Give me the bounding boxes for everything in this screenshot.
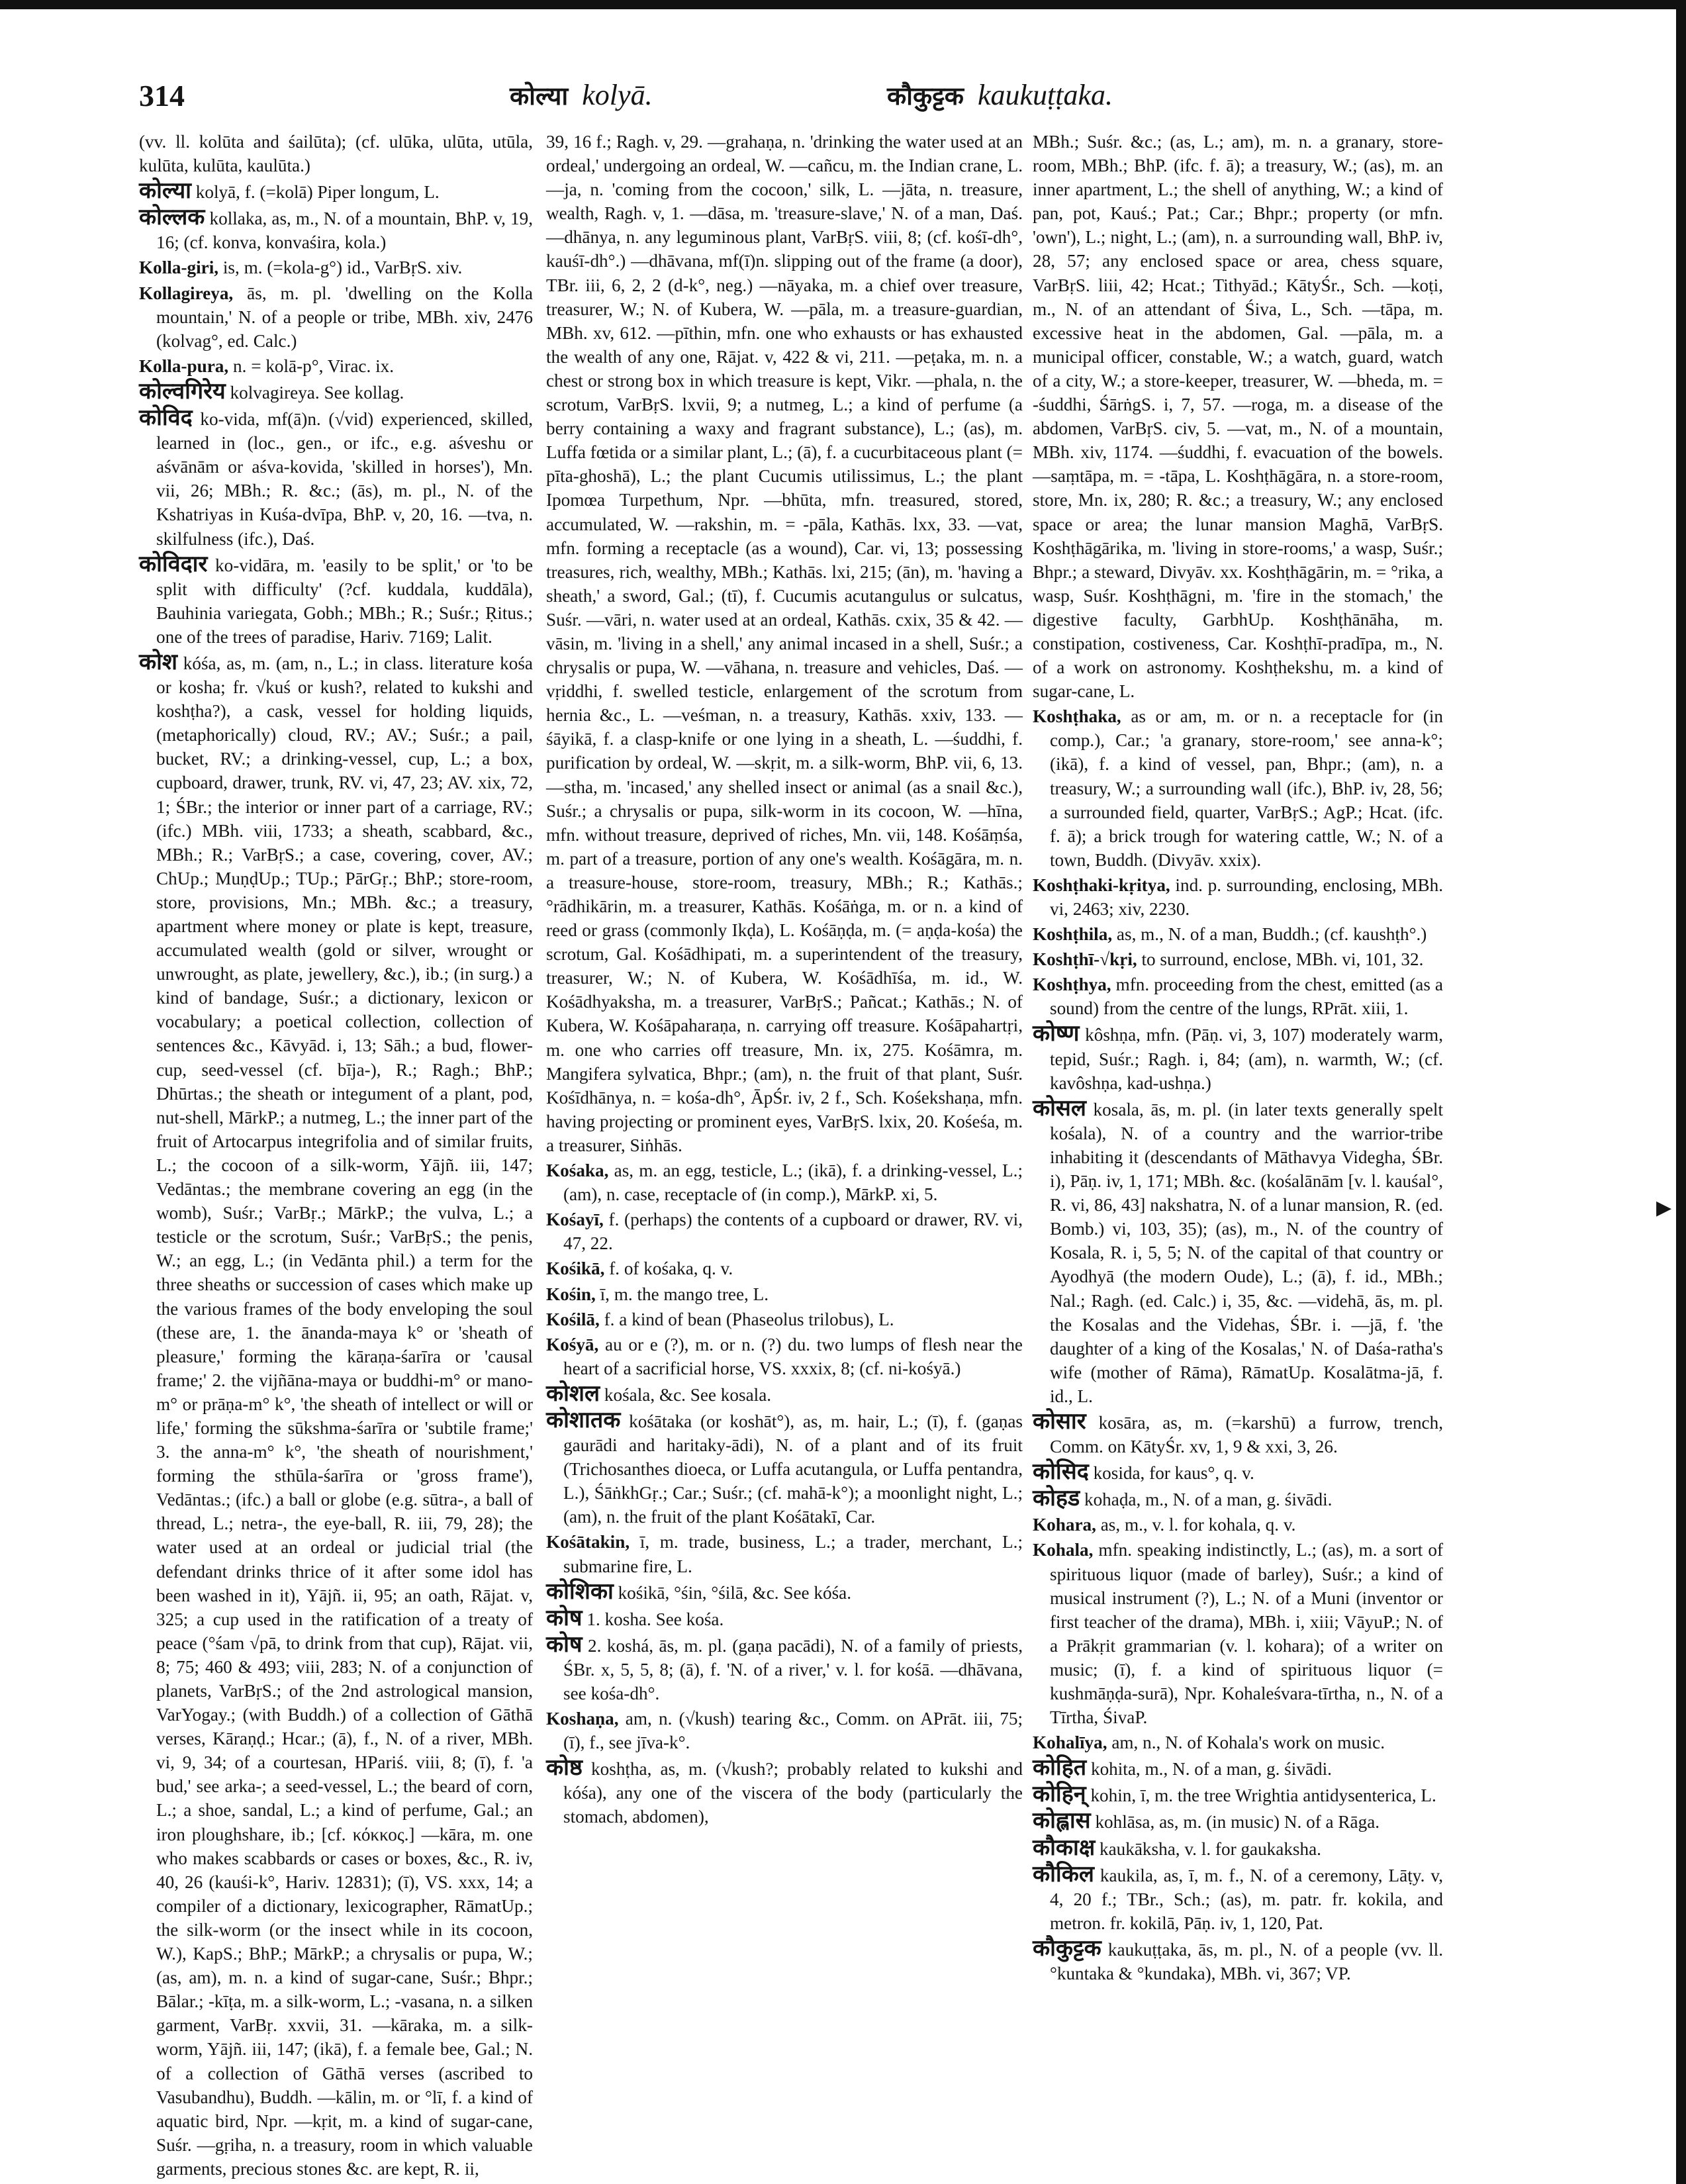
entry-text: kohin, ī, m. the tree Wrightia antidysenterica, L. xyxy=(1090,1785,1436,1806)
right-border xyxy=(1676,0,1686,2184)
headword-devanagari: कौकुट्टक xyxy=(1033,1934,1101,1962)
headword-devanagari: कोहड xyxy=(1033,1485,1080,1512)
headword-devanagari: कोशल xyxy=(546,1380,600,1407)
headword: Kolla-pura, xyxy=(139,356,229,376)
entry-text: as, m., v. l. for kohala, q. v. xyxy=(1100,1515,1296,1535)
sub-entry xyxy=(139,281,533,353)
entry-text: to surround, enclose, MBh. vi, 101, 32. xyxy=(1141,949,1424,970)
headword-devanagari: कोष xyxy=(546,1631,583,1658)
headword: Kolla-giri, xyxy=(139,258,219,278)
headword: Koshṭhī-√kṛi, xyxy=(1033,949,1137,970)
left-headword-devanagari: कोल्या xyxy=(510,81,569,111)
dictionary-entry xyxy=(1033,1486,1443,1511)
sub-entry xyxy=(546,1159,1023,1206)
dictionary-entry xyxy=(139,379,533,404)
entry-text: ī, m. trade, business, L.; a trader, merchant, L.; submarine fire, L. xyxy=(563,1532,1023,1576)
entry-text: (vv. ll. kolūta and śailūta); (cf. ulūka, ulūta, utūla, kulūta, kulūta, kaulūta.) xyxy=(139,132,533,176)
dictionary-entry xyxy=(546,1633,1023,1705)
dictionary-entry xyxy=(1033,1862,1443,1935)
headword: Kohala, xyxy=(1033,1540,1094,1560)
headword: Kośaka, xyxy=(546,1161,609,1181)
headword: Koshṭhila, xyxy=(1033,924,1113,945)
entry-text: kosida, for kaus°, q. v. xyxy=(1093,1463,1254,1484)
sub-entry xyxy=(1033,873,1443,921)
entry-text: am, n. (√kush) tearing &c., Comm. on APrāt. iii, 75; (ī), f., see jīva-k°. xyxy=(563,1709,1023,1753)
dictionary-entry xyxy=(139,552,533,649)
dictionary-entry xyxy=(546,1408,1023,1529)
sub-entry xyxy=(1033,704,1443,872)
entry-text: 1. kosha. See kośa. xyxy=(586,1609,724,1629)
entry-text: n. = kolā-p°, Virac. ix. xyxy=(233,356,395,376)
entry-text: kaukāksha, v. l. for gaukaksha. xyxy=(1100,1838,1321,1859)
entry-text: kośātaka (or koshāt°), as, m. hair, L.; (ī), f. (gaṇas gaurādi and haritaky-ādi), N. of a plant and of its fruit (Trichosanthes dioeca, or Luffa acutangula, or Luffa pentandra, L.), ŚāṅkhGṛ.; Car.; Suśr.; (cf. mahā-k°); a moonlight night, L.; (am), n. the fruit of the plant Kośātakī, Car. xyxy=(563,1411,1023,1527)
dictionary-entry xyxy=(139,406,533,551)
sub-entry xyxy=(1033,922,1443,946)
margin-arrow-icon: ▶ xyxy=(1656,1197,1672,1219)
sub-entry xyxy=(546,1530,1023,1578)
headword-devanagari: कौकाक्ष xyxy=(1033,1834,1096,1861)
entry-text: kośala, &c. See kosala. xyxy=(604,1384,772,1405)
headword-devanagari: कोल्वगिरेय xyxy=(139,377,226,404)
entry-text: kosāra, as, m. (=karshū) a furrow, trench, Comm. on KātyŚr. xv, 1, 9 & xxi, 3, 26. xyxy=(1050,1412,1444,1457)
entry-text: mfn. speaking indistinctly, L.; (as), m. a sort of spirituous liquor (made of barley), Suśr.; a kind of musical instrument (?), L.; N. of a Muni (inventor or first teacher of the drama), MBh. i, xiii; VāyuP.; N. of a Prākṛit grammarian (v. l. kohara); of a writer on music; (ī), f. a kind of spirituous liquor (= kushmāṇḍa-surā), Npr. Kohaleśvara-tīrtha, n., N. of a Tīrtha, ŚivaP. xyxy=(1050,1540,1444,1728)
headword: Kośin, xyxy=(546,1284,596,1304)
entry-text: is, m. (=kola-g°) id., VarBṛS. xiv. xyxy=(222,258,463,278)
headword-devanagari: कोसल xyxy=(1033,1094,1086,1121)
headword: Koshṭhaki-kṛitya, xyxy=(1033,875,1170,895)
dictionary-entry xyxy=(139,205,533,254)
right-headword-devanagari: कौकुट्टक xyxy=(887,81,964,111)
headword: Kollagireya, xyxy=(139,283,234,303)
headword-devanagari: कोविद xyxy=(139,404,193,432)
dictionary-entry xyxy=(1033,1756,1443,1781)
entry-text: ī, m. the mango tree, L. xyxy=(600,1284,769,1304)
page-header xyxy=(139,78,1443,120)
page-number: 314 xyxy=(139,79,185,113)
dictionary-entry xyxy=(546,1580,1023,1605)
entry-text: ko-vida, mf(ā)n. (√vid) experienced, skilled, learned in (loc., gen., or ifc., e.g. aśveshu or aśvānām or aśva-kovida, 'skilled in horses'), Mn. vii, 26; MBh.; R. &c.; (ās), m. pl., N. of the Kshatriyas in Kuśa-dvīpa, BhP. v, 20, 16. —tva, n. skilfulness (ifc.), Daś. xyxy=(156,409,533,549)
entry-text: am, n., N. of Kohala's work on music. xyxy=(1111,1733,1385,1753)
entry-continuation xyxy=(1033,130,1443,703)
dictionary-entry xyxy=(1033,1836,1443,1861)
entry-text: ind. p. surrounding, enclosing, MBh. vi, 2463; xiv, 2230. xyxy=(1050,875,1443,919)
sub-entry xyxy=(1033,1731,1443,1754)
dictionary-entry xyxy=(1033,1096,1443,1408)
headword: Koshaṇa, xyxy=(546,1709,619,1729)
left-headword-roman: kolyā. xyxy=(582,79,653,111)
dictionary-entry xyxy=(546,1606,1023,1631)
headword-devanagari: कोविदार xyxy=(139,550,208,577)
right-headword-roman: kaukuṭṭaka. xyxy=(977,79,1113,111)
sub-entry xyxy=(546,1307,1023,1331)
headword: Kohalīya, xyxy=(1033,1733,1107,1753)
headword-devanagari: कोहिन् xyxy=(1033,1781,1086,1808)
headword-devanagari: कोसार xyxy=(1033,1407,1086,1435)
entry-text: MBh.; Suśr. &c.; (as, L.; am), m. n. a granary, store-room, MBh.; BhP. (ifc. f. ā); a treasury, W.; (as), m. an inner apartment, L.; the shell of anything, W.; a kind of pan, pot, Kauś.; Pat.; Car.; Bhpr.; property (or mfn. 'own'), L.; night, L.; (am), n. a surrounding wall, BhP. iv, 28, 57; any enclosed space or area, chess square, VarBṛS. liii, 42; Hcat.; Tithyād.; KātyŚr., Sch. —koṭi, m., N. of an attendant of Śiva, L., Sch. —tāpa, m. excessive heat in the abdomen, Gal. —pāla, m. a municipal officer, constable, W.; a watch, guard, watch of a city, W.; a store-keeper, treasurer, W. —bheda, m. = -śuddhi, ŚārṅgS. i, 7, 57. —roga, m. a disease of the abdomen, VarBṛS. civ, 5. —vat, m., N. of a mountain, MBh. xiv, 1174. —śuddhi, f. evacuation of the bowels. —saṃtāpa, m. = -tāpa, L. Koshṭhāgāra, n. a store-room, store, Mn. ix, 280; R. &c.; a treasury, W.; any enclosed space or area; the lunar mansion Maghā, VarBṛS. Koshṭhāgārika, m. 'living in store-rooms,' a wasp, Suśr.; Bhpr.; a steward, Divyāv. xx. Koshṭhāgārin, m. = °rika, a wasp, Suśr. Koshṭhāgni, m. 'fire in the stomach,' the digestive faculty, GarbhUp. Koshṭhānāha, m. constipation, costiveness, Car. Koshṭhī-pradīpa, m., N. of a work on astronomy. Koshṭhekshu, m. a kind of sugar-cane, L. xyxy=(1033,132,1443,702)
entry-text: 39, 16 f.; Ragh. v, 29. —grahaṇa, n. 'drinking the water used at an ordeal,' undergoing an ordeal, W. —cañcu, m. the Indian crane, L. —ja, n. 'coming from the cocoon,' silk, L. —jāta, n. treasure, wealth, Ragh. v, 1. —dāsa, m. 'treasure-slave,' N. of a man, Daś. —dhānya, n. any leguminous plant, VarBṛS. viii, 8; (cf. kośī-dh°, kauśī-dh°.) —dhāvana, mf(ī)n. slipping out of the frame (a door), TBr. iii, 6, 2, 2 (d-k°, neg.) —nāyaka, m. a chief over treasure, treasurer, W.; N. of Kubera, W. —pāla, m. a treasure-guardian, MBh. xv, 612. —pīthin, mfn. one who exhausts or has exhausted the wealth of any one, Rājat. v, 422 & vi, 211. —peṭaka, m. n. a chest or strong box in which treasure is kept, Vikr. —phala, n. the scrotum, VarBṛS. lxvii, 9; a nutmeg, L.; a kind of perfume (a berry containing a waxy and fragrant substance), L.; (as), m. Luffa fœtida or a similar plant, L.; (ā), f. a cucurbitaceous plant (= pīta-ghoshā), L.; the plant Cucumis utilissimus, L.; the plant Ipomœa Turpethum, Npr. —bhūta, mfn. treasured, stored, accumulated, W. —rakshin, m. = -pāla, Kathās. lxx, 33. —vat, mfn. forming a receptacle (as a wound), Car. vi, 13; possessing treasures, rich, wealthy, MBh.; Kathās. lxi, 215; (ān), m. 'having a sheath,' a sword, Gal.; (tī), f. Cucumis acutangulus or sulcatus, Suśr. —vāri, n. water used at an ordeal, Kathās. cxix, 35 & 42. —vāsin, m. 'living in a shell,' any animal incased in a shell, Suśr.; a chrysalis or pupa, W. —vāhana, n. treasure and vehicles, Daś. —vṛiddhi, f. swelled testicle, enlargement of the scrotum from hernia &c., L. —veśman, n. a treasury, Kathās. xxiv, 133. —śāyikā, f. a clasp-knife or one lying in a sheath, L. —śuddhi, f. purification by ordeal, W. —skṛit, m. a silk-worm, BhP. vii, 6, 13. —stha, m. 'incased,' any shelled insect or animal (as a snail &c.), Suśr.; a chrysalis or pupa, silk-worm in its cocoon, W. —hīna, mfn. without treasure, deprived of riches, Mn. vii, 148. Kośāṃśa, m. part of a treasure, portion of any one's wealth. Kośāgāra, m. n. a treasure-house, store-room, treasury, MBh.; R.; Kathās.; °rādhikārin, m. a treasurer, Kathās. Kośāṅga, m. or n. a kind of reed or grass (commonly Ikḍa), L. Kośāṇḍa, m. (= aṇḍa-kośa) the scrotum, Gal. Kośādhipati, m. a superintendent of the treasury, treasurer, W.; N. of Kubera, W. Kośādhīśa, m. id., W. Kośādhyaksha, m. a treasurer, VarBṛS.; Pañcat.; Kathās.; N. of Kubera, W. Kośāpaharaṇa, n. carrying off treasure. Kośāpahartṛi, m. one who carries off treasure, Mn. ix, 275. Kośāmra, m. Mangifera sylvatica, Bhpr.; (am), n. the fruit of that plant, Suśr. Kośīdhānya, n. = kośa-dh°, ĀpŚr. iv, 2 f., Sch. Kośekshaṇa, mfn. having projecting or prominent eyes, VarBṛS. lxix, 20. Kośeśa, m. a treasurer, Siṅhās. xyxy=(546,132,1023,1155)
headword-devanagari: कोहित xyxy=(1033,1754,1087,1781)
entry-continuation xyxy=(546,130,1023,1157)
headword-devanagari: कोशिका xyxy=(546,1578,614,1605)
headword-devanagari: कोष xyxy=(546,1604,583,1631)
entry-text: kôshṇa, mfn. (Pāṇ. vi, 3, 107) moderately warm, tepid, Suśr.; Ragh. i, 84; (am), n. warmth, W.; (cf. kavôshṇa, kad-ushṇa.) xyxy=(1050,1025,1444,1093)
entry-text: f. a kind of bean (Phaseolus trilobus), L. xyxy=(604,1309,894,1329)
entry-text: kolvagireya. See kollag. xyxy=(230,382,404,403)
entry-text: ās, m. pl. 'dwelling on the Kolla mountain,' N. of a people or tribe, MBh. xiv, 2476 (kolvag°, ed. Calc.) xyxy=(156,283,534,351)
headword-devanagari: कोल्लक xyxy=(139,204,205,231)
entry-text: 2. koshá, ās, m. pl. (gaṇa pacādi), N. of a family of priests, ŚBr. x, 5, 5, 8; (ā), f. 'N. of a river,' v. l. for kośā. —dhāvana, see kośa-dh°. xyxy=(563,1635,1023,1703)
entry-text: koshṭha, as, m. (√kush?; probably related to kukshi and kóśa), any one of the viscera of the body (particularly the stomach, abdomen), xyxy=(563,1759,1023,1827)
column-2 xyxy=(546,130,1023,2142)
entry-text: kaukuṭṭaka, ās, m. pl., N. of a people (vv. ll. °kuntaka & °kundaka), MBh. vi, 367; VP. xyxy=(1050,1939,1443,1984)
top-border xyxy=(0,0,1686,9)
entry-continuation xyxy=(139,130,533,177)
entry-text: kohaḍa, m., N. of a man, g. śivādi. xyxy=(1084,1490,1333,1510)
entry-text: ko-vidāra, m. 'easily to be split,' or 'to be split with difficulty' (?cf. kuddala, kuddāla), Bauhinia variegata, Gobh.; MBh.; R.; Suśr.; Ṛitus.; one of the trees of paradise, Hariv. 7169; Lalit. xyxy=(156,555,534,647)
headword-devanagari: कोष्ण xyxy=(1033,1020,1080,1047)
dictionary-entry xyxy=(1033,1936,1443,1985)
sub-entry xyxy=(139,354,533,378)
entry-text: f. of kośaka, q. v. xyxy=(609,1258,733,1279)
headword: Kośikā, xyxy=(546,1258,605,1279)
headword-devanagari: कोसिद xyxy=(1033,1458,1089,1486)
headword-devanagari: कौकिल xyxy=(1033,1860,1094,1887)
headword-devanagari: कोष्ठ xyxy=(546,1754,583,1781)
headword: Kośyā, xyxy=(546,1334,599,1354)
right-running-headword xyxy=(887,78,1113,113)
dictionary-entry xyxy=(1033,1782,1443,1807)
entry-text: kosala, ās, m. pl. (in later texts generally spelt kośala), N. of a country and the warrior-tribe inhabiting it (descendants of Māthavya Videgha, ŚBr. i), Pāṇ. iv, 1, 171; MBh. &c. (kośalānām [v. l. kauśal°, R. vi, 86, 43] nakshatra, N. of a lunar mansion, R. (ed. Bomb.) vi, 103, 35); (as), m., N. of the country of Kosala, R. i, 5, 5; N. of the capital of that country or Ayodhyā (the modern Oude), L.; (ā), f. id., MBh.; Nal.; Ragh. (ed. Calc.) i, 35, &c. —videhā, ās, m. pl. the Kosalas and the Videhas, ŚBr. i. —jā, f. 'the daughter of a king of the Kosalas,' N. of Daśa-ratha's wife (mother of Rāma), RāmatUp. Kosalātma-jā, f. id., L. xyxy=(1050,1099,1444,1406)
dictionary-entry xyxy=(546,1382,1023,1407)
entry-text: mfn. proceeding from the chest, emitted (as a sound) from the centre of the lungs, RPrāt. xiii, 1. xyxy=(1050,974,1443,1019)
entry-text: kaukila, as, ī, m. f., N. of a ceremony, Lāṭy. v, 4, 20 f.; TBr., Sch.; (as), m. patr. fr. kokila, and metron. fr. kokilā, Pāṇ. iv, 1, 120, Pat. xyxy=(1050,1865,1444,1933)
dictionary-entry xyxy=(1033,1021,1443,1094)
entry-text: f. (perhaps) the contents of a cupboard or drawer, RV. vi, 47, 22. xyxy=(563,1210,1023,1254)
entry-text: as, m., N. of a man, Buddh.; (cf. kaushṭh°.) xyxy=(1116,924,1427,945)
sub-entry xyxy=(1033,1513,1443,1537)
sub-entry xyxy=(1033,1538,1443,1729)
headword-devanagari: कोल्या xyxy=(139,177,191,205)
headword: Kośayī, xyxy=(546,1210,604,1230)
entry-text: as or am, m. or n. a receptacle for (in comp.), Car.; 'a granary, store-room,' see anna-k°; (ikā), f. a kind of vessel, pan, Bhpr.; (am), n. a treasury, W.; a surrounding wall (ifc.), BhP. iv, 28, 56; a surrounded field, quarter, VarBṛS.; AgP.; Hcat. (ifc. f. ā); a brick trough for watering cattle, W.; N. of a town, Buddh. (Divyāv. xxix). xyxy=(1050,706,1444,870)
headword: Kohara, xyxy=(1033,1515,1096,1535)
column-1 xyxy=(139,130,534,2179)
headword: Koshṭhaka, xyxy=(1033,706,1121,727)
entry-text: kóśa, as, m. (am, n., L.; in class. literature kośa or kosha; fr. √kuś or kush?, related to kukshi and koshṭha?), a cask, vessel for holding liquids, (metaphorically) cloud, RV.; AV.; Suśr.; a pail, bucket, RV.; a drinking-vessel, cup, L.; a box, cupboard, drawer, trunk, RV. vi, 47, 23; AV. xix, 72, 1; ŚBr.; the interior or inner part of a carriage, RV.; (ifc.) MBh. viii, 1733; a sheath, scabbard, &c., MBh.; R.; VarBṛS.; a case, covering, cover, AV.; ChUp.; MuṇḍUp.; TUp.; PārGṛ.; BhP.; store-room, store, provisions, Mn.; MBh. &c.; a treasury, apartment where money or plate is kept, treasure, accumulated wealth (gold or silver, wrought or unwrought, as plate, jewellery, &c.), ib.; (in surg.) a kind of bandage, Suśr.; a dictionary, lexicon or vocabulary; a poetical collection, collection of sentences &c., Kāvyād. i, 13; Sāh.; a bud, flower-cup, seed-vessel (cf. bīja-), R.; Ragh.; BhP.; Dhūrtas.; the sheath or integument of a plant, pod, nut-shell, MārkP.; a nutmeg, L.; the inner part of the fruit of Artocarpus integrifolia and of similar fruits, L.; the cocoon of a silk-worm, Yājñ. iii, 147; Vedāntas.; the membrane covering an egg (in the womb), Suśr.; VarBṛ.; MārkP.; the vulva, L.; a testicle or the scrotum, Suśr.; VarBṛS.; the penis, W.; an egg, L.; (in Vedānta phil.) a term for the three sheaths or succession of cases which make up the various frames of the body enveloping the soul (these are, 1. the ānanda-maya k° or 'sheath of pleasure,' forming the kāraṇa-śarīra or 'causal frame;' 2. the vijñāna-maya or buddhi-m° or mano-m° or prāṇa-m° k°, 'the sheath of intellect or will or life,' forming the sūkshma-śarīra or 'subtile frame;' 3. the anna-m° k°, 'the sheath of nourishment,' forming the sthūla-śarīra or 'gross frame'), Vedāntas.; (ifc.) a ball or globe (e.g. sūtra-, a ball of thread, L.; netra-, the eye-ball, R. iii, 79, 28); the water used at an ordeal or judicial trial (the defendant drinks thrice of it after some idol has been washed in it), Yājñ. ii, 95; an oath, Rājat. v, 325; a cup used in the ratification of a treaty of peace (°śam √pā, to drink from that cup), Rājat. vii, 8; 75; 460 & 493; viii, 283; N. of a conjunction of planets, VarBṛS.; of the 2nd astrological mansion, VarYogay.; (with Buddh.) of a collection of Gāthā verses, Kāraṇḍ.; Hcar.; (ā), f., N. of a river, MBh. vi, 9, 34; of a courtesan, HPariś. viii, 8; (ī), f. 'a bud,' see arka-; a seed-vessel, L.; the beard of corn, L.; a shoe, sandal, L.; a kind of perfume, Gal.; an iron ploughshare, ib.; [cf. κόκκος.] —kāra, m. one who makes scabbards or cases or boxes, &c., R. iv, 40, 26 (kauśi-k°, Hariv. 12831); (ī), VS. xxx, 14; a compiler of a dictionary, lexicographer, RāmatUp.; the silk-worm (or the insect while in its cocoon, W.), KapS.; BhP.; MārkP.; a chrysalis or pupa, W.; (as, am), m. n. a kind of sugar-cane, Suśr.; Bhpr.; Bālar.; -kīṭa, m. a silk-worm, L.; -vasana, n. a silken garment, VarBṛ. xxvii, 31. —kāraka, m. a silk-worm, Yājñ. iii, 147; (ikā), f. a female bee, Gal.; N. of a collection of Gāthā verses (ascribed to Vasubandhu), Buddh. —kālin, m. or °lī, f. a kind of aquatic bird, Npr. —kṛit, m. a kind of sugar-cane, Suśr. —gṛiha, n. a treasury, room in which valuable garments, precious stones &c. are kept, R. ii, xyxy=(156,653,533,2179)
left-running-headword xyxy=(510,78,653,113)
entry-text: au or e (?), m. or n. (?) du. two lumps of flesh near the heart of a sacrificial horse, VS. xxxix, 8; (cf. ni-kośyā.) xyxy=(563,1334,1023,1378)
entry-text: kollaka, as, m., N. of a mountain, BhP. v, 19, 16; (cf. konva, konvaśira, kola.) xyxy=(156,209,534,253)
entry-text: kośikā, °śin, °śilā, &c. See kóśa. xyxy=(618,1582,852,1603)
dictionary-entry xyxy=(1033,1409,1443,1458)
dictionary-entry xyxy=(1033,1809,1443,1834)
dictionary-entry xyxy=(546,1756,1023,1828)
headword: Koshṭhya, xyxy=(1033,974,1111,995)
dictionary-entry xyxy=(1033,1460,1443,1485)
entry-text: kolyā, f. (=kolā) Piper longum, L. xyxy=(195,182,440,203)
entry-text: kohlāsa, as, m. (in music) N. of a Rāga. xyxy=(1095,1812,1380,1832)
headword-devanagari: कोशातक xyxy=(546,1406,621,1433)
sub-entry xyxy=(546,1333,1023,1380)
sub-entry xyxy=(546,1282,1023,1306)
sub-entry xyxy=(546,1208,1023,1255)
headword-devanagari: कोश xyxy=(139,648,178,675)
headword: Kośilā, xyxy=(546,1309,600,1329)
headword-devanagari: कोह्लास xyxy=(1033,1807,1091,1834)
sub-entry xyxy=(1033,973,1443,1020)
dictionary-entry xyxy=(139,650,533,2181)
sub-entry xyxy=(546,1707,1023,1754)
sub-entry xyxy=(1033,947,1443,971)
column-3 xyxy=(1033,130,1443,2142)
entry-text: as, m. an egg, testicle, L.; (ikā), f. a drinking-vessel, L.; (am), n. case, receptacle of (in comp.), MārkP. xi, 5. xyxy=(563,1161,1023,1205)
dictionary-entry xyxy=(139,179,533,204)
sub-entry xyxy=(139,256,533,279)
sub-entry xyxy=(546,1257,1023,1280)
entry-text: kohita, m., N. of a man, g. śivādi. xyxy=(1090,1759,1332,1780)
headword: Kośātakin, xyxy=(546,1532,630,1552)
